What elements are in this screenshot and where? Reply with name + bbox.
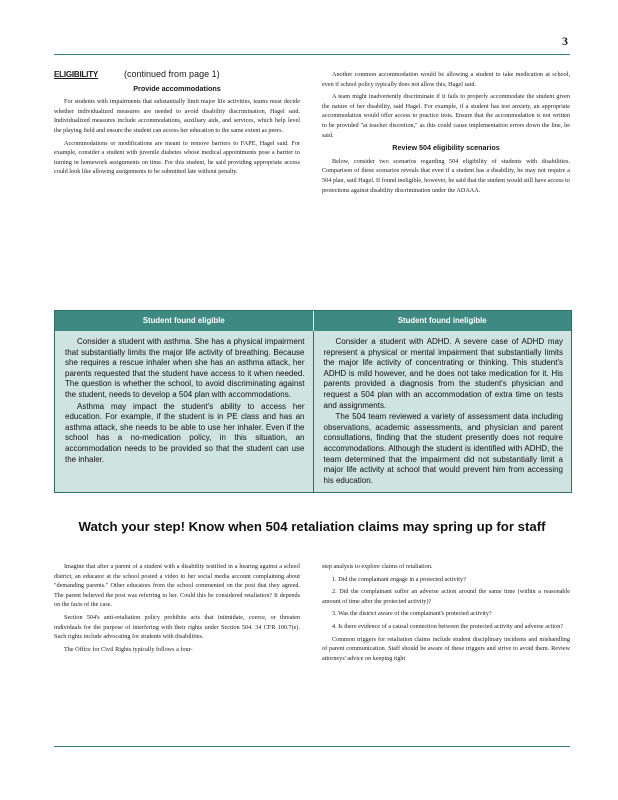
paragraph: A team might inadvertently discriminate if it fails to properly accommodate the student given the nature of her disability, said Hagel. For example, if a student has test anxiety, an appropriate accommodation would offer access to practice tests. Ensure that the accommodation is not written to be provided "at teacher discretion," as this could cause implementation errors down the line, he said. [322,93,570,139]
section-kicker: ELIGIBILITY [54,70,99,79]
list-item: 3. Was the district aware of the complainant's protected activity? [332,610,492,618]
footer-rule [54,746,570,747]
continued-line [54,70,300,80]
paragraph: Imagine that after a parent of a student with a disability testified in a hearing against a school district, an educator at the school posted a video to her social media account complaining about "demanding parents." Other educators from the school commented on the post that they agreed. The parent believed the post was referring to her. Could this be considered retaliation? It depends on the facts of the case. [54,563,300,609]
continued-note: (continued from page 1) [124,69,220,79]
list-item: 1. Did the complainant engage in a protected activity? [332,575,466,583]
left-top-column [54,70,300,180]
paragraph: The 504 team reviewed a variety of assessment data including observations, academic assessments, and physician and parent consultations, finding that the student presently does not require accommodations. Although the student is identified with ADHD, the team determined that the impairment did not substantially limit a major life activity at school that would prevent him from accessing his education. [323,412,563,485]
table-cell-eligible [55,331,314,492]
section-heading-scenarios: Review 504 eligibility scenarios [392,143,500,153]
bottom-right-column [322,562,570,666]
right-top-column [322,70,570,198]
page-number: 3 [562,34,568,48]
section-heading-accommodations: Provide accommodations [133,83,221,93]
table-cell-ineligible [314,331,572,492]
table-header-ineligible: Student found ineligible [397,316,487,325]
paragraph: Asthma may impact the student's ability to access her education. For example, if the student is in PE class and has an asthma attack, she needs to be able to use her inhaler. Even if the school has a no-medication policy, in this situation, an accommodation needs to be provided so that the student can use the inhaler. [65,401,305,464]
scenarios-table [54,310,572,493]
list-item: 2. Did the complainant suffer an adverse action around the same time (within a reasonable amount of time after the protected activity)? [322,588,570,605]
paragraph: The Office for Civil Rights typically follows a four- [64,645,193,653]
header-rule [54,54,570,55]
article-headline: Watch your step! Know when 504 retaliation claims may spring up for staff [78,519,546,534]
paragraph: Another common accommodation would be allowing a student to take medication at school, even if school policy typically does not allow this, Hagel said. [322,71,570,88]
paragraph: Below, consider two scenarios regarding 504 eligibility of students with disabilities. Comparison of these scenarios reveals that even if a student has a disability, he may not require a 504 plan, said Hagel. If found ineligible, however, he said that the student would still have access to protections against disability discrimination under the ADAAA. [322,157,570,194]
paragraph: Consider a student with ADHD. A severe case of ADHD may represent a physical or mental impairment that substantially limits the major life activity of concentrating or thinking. This student's ADHD is mild however, and he does not take medication for it. His parents provided a diagnosis from the student's physician and request a 504 plan with an accommodation of extra time on tests and assignments. [323,337,563,410]
paragraph: step analysis to explore claims of retaliation. [322,563,433,570]
table-header-row [55,311,571,331]
paragraph: Accommodations or modifications are meant to remove barriers to FAPE, Hagel said. For example, consider a student with juvenile diabetes whose medical appointments pose a barrier to turning in homework assignments on time. For this student, he said providing appropriate access could look like allowing assignments to be submitted late without penalty. [54,139,300,176]
list-item: 4. Is there evidence of a causal connection between the protected activity and adverse action? [332,622,564,630]
table-header-eligible: Student found eligible [55,311,314,331]
table-body-row [55,331,571,492]
paragraph: Section 504's anti-retaliation policy prohibits acts that intimidate, coerce, or threaten individuals for the purpose of interfering with their rights under Section 504. 34 CFR 100.7(e). Such rights include advocating for students with disabilities. [54,613,300,641]
paragraph: Consider a student with asthma. She has a physical impairment that substantially limits the major life activity of breathing. Because she requires a rescue inhaler when she has an asthma attack, her parents requested that the student have access to it when needed. The question is whether the school, to avoid discriminating against the student, needs to develop a 504 plan with accommodations. [65,337,305,399]
paragraph: For students with impairments that substantially limit major life activities, teams must decide whether individualized measures are needed to avoid disability discrimination, Hagel said. Individualized measures include accommodations, auxiliary aids, and services, which help level the playing field and ensure the student can access her education to the same extent as peers. [54,98,300,134]
paragraph: Common triggers for retaliation claims include student disciplinary incidents and mishandling of parent communication. Staff should be aware of these triggers and strive to avoid them. Review attorneys' advice on keeping tight [322,635,570,662]
bottom-left-column [54,562,300,657]
